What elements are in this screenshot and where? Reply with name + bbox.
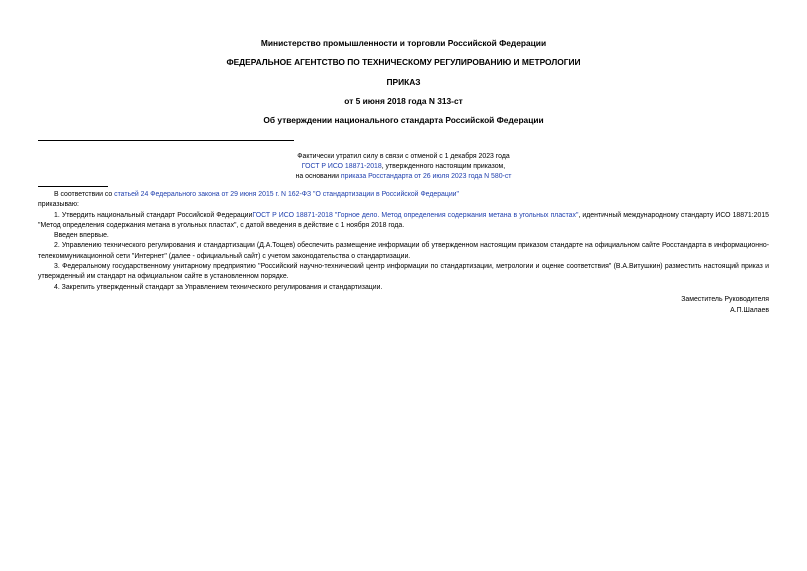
ministry-title: Министерство промышленности и торговли Российской Федерации (260, 38, 547, 48)
item-1-text: 1. Утвердить национальный стандарт Российской Федерации (54, 211, 253, 219)
item-1 (38, 211, 769, 232)
status-note-line3 (200, 172, 607, 182)
item-4: 4. Закрепить утвержденный стандарт за Управлением технического регулирования и стандартизации. (54, 283, 383, 291)
status-note-line3-text: на основании (295, 173, 341, 181)
order-body (38, 190, 769, 293)
item-2: 2. Управлению технического регулирования и стандартизации (Д.А.Тощев) обеспечить размещение информации об утвержденном настоящим приказом стандарте на официальном сайте Росстандарта в информационно-телекоммуникационной сети "Интернет" (далее - официальный сайт) с учетом законодательства о стандартизации. (38, 242, 769, 260)
rosstandart-order-link[interactable]: приказа Росстандарта от 26 июля 2023 года N 580-ст (340, 173, 512, 181)
document-date-number: от 5 июня 2018 года N 313-ст (344, 96, 463, 106)
agency-title: ФЕДЕРАЛЬНОЕ АГЕНТСТВО ПО ТЕХНИЧЕСКОМУ РЕГУЛИРОВАНИЮ И МЕТРОЛОГИИ (226, 57, 581, 67)
introduced-note: Введен впервые. (54, 232, 109, 240)
item-1-tail: , идентичный международному стандарту ИСО 18871:2015 "Метод определения содержания метана в угольных пластах", с датой введения в действие с 1 ноября 2018 года. (38, 211, 770, 229)
signature-block (681, 295, 769, 316)
intro-paragraph (38, 190, 769, 200)
status-note (200, 152, 607, 183)
separator-line-top (38, 140, 294, 141)
status-note-line2-text: , утвержденного настоящим приказом, (381, 163, 506, 171)
federal-law-link[interactable]: статьей 24 Федерального закона от 29 июня 2015 г. N 162-ФЗ "О стандартизации в Российской Федерации" (114, 191, 459, 198)
status-note-line1: Фактически утратил силу в связи с отменой с 1 декабря 2023 года (297, 153, 510, 160)
status-note-line2 (200, 162, 607, 172)
signatory-name: А.П.Шалаев (730, 306, 769, 314)
document-type: ПРИКАЗ (386, 77, 421, 87)
intro-order-word: приказываю: (38, 201, 79, 209)
separator-line-short (38, 186, 108, 187)
signatory-position: Заместитель Руководителя (681, 296, 769, 303)
standard-link[interactable]: ГОСТ Р ИСО 18871-2018 "Горное дело. Метод определения содержания метана в угольных пластах" (252, 211, 579, 219)
intro-text: В соответствии со (54, 191, 115, 198)
document-subject: Об утверждении национального стандарта Российской Федерации (263, 115, 544, 125)
gost-link[interactable]: ГОСТ Р ИСО 18871-2018 (301, 163, 382, 171)
item-3: 3. Федеральному государственному унитарному предприятию "Российский научно-технический центр информации по стандартизации, метрологии и оценке соответствия" (В.А.Витушкин) разместить настоящий приказ и утвержденный им стандарт на официальном сайте в установленном порядке. (38, 263, 769, 281)
